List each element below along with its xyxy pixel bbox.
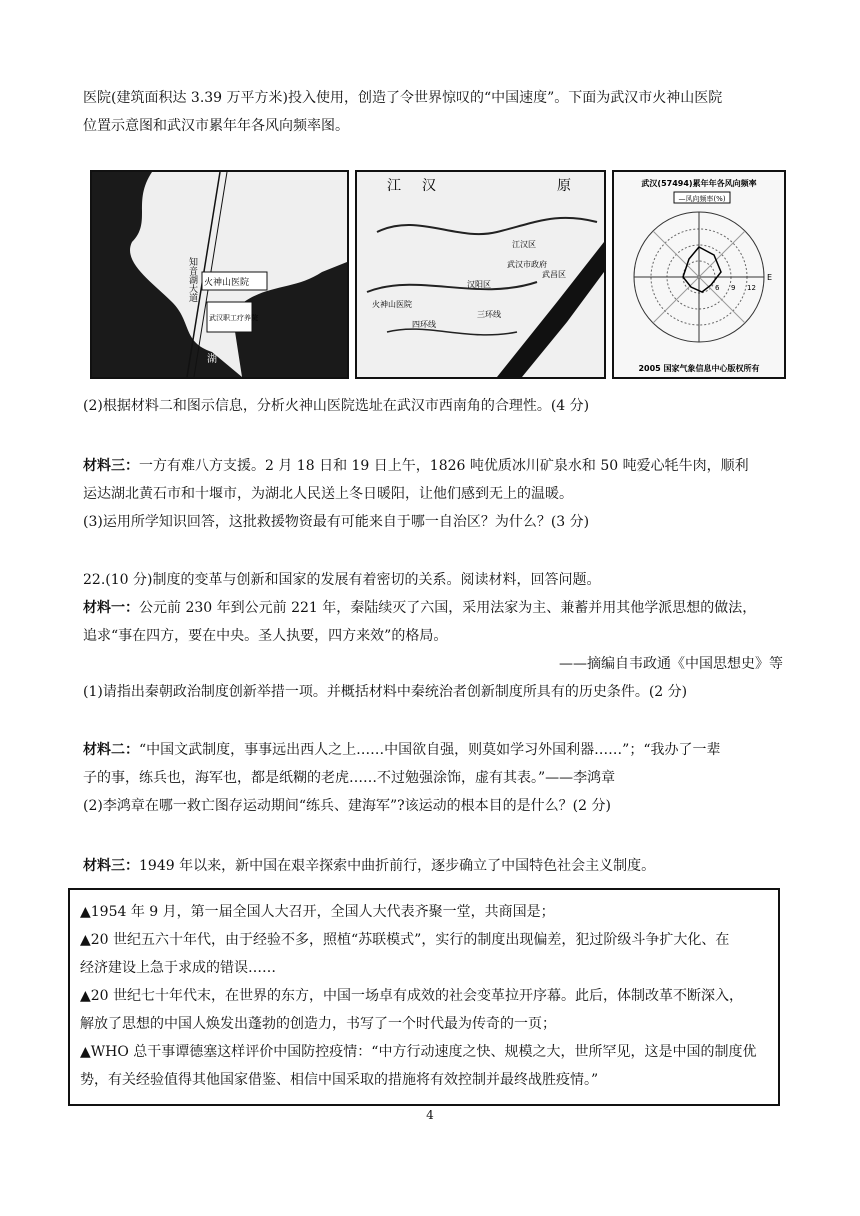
question-22: 22.(10 分)制度的变革与创新和国家的发展有着密切的关系。阅读材料，回答问题。 bbox=[83, 572, 601, 588]
map2-char-right: 原 bbox=[557, 178, 571, 194]
sub-material-3-line-1 bbox=[83, 856, 783, 876]
sub-material-2-line-1 bbox=[83, 740, 783, 760]
wind-rose-tick-12: 12 bbox=[747, 284, 756, 292]
material-3-text-1: 一方有难八方支援。2 月 18 日和 19 日上午，1826 吨优质冰川矿泉水和 50 吨爱心牦牛肉，顺利 bbox=[139, 458, 749, 474]
box-line-4: ▲20 世纪七十年代末，在世界的东方，中国一场卓有成效的社会变革拉开序幕。此后，体制改革不断深入， bbox=[80, 988, 744, 1004]
sub-material-2-text-1: “中国文武制度，事事远出西人之上……中国欲自强，则莫如学习外国利器……”；“我办了一辈 bbox=[139, 742, 721, 758]
sub-question-2: (2)李鸿章在哪一救亡图存运动期间“练兵、建海军”?该运动的根本目的是什么？(2 分) bbox=[83, 798, 611, 814]
material-3-line-2: 运达湖北黄石市和十堰市，为湖北人民送上冬日暖阳，让他们感到无上的温暖。 bbox=[83, 486, 573, 502]
wind-rose-tick-9: 9 bbox=[731, 284, 736, 292]
map1-area-label: 武汉职工疗养院 bbox=[209, 314, 258, 322]
map2-char-mid: 汉 bbox=[422, 178, 436, 194]
wind-rose-east: E bbox=[767, 273, 773, 282]
material-3-label: 材料三： bbox=[83, 458, 139, 474]
map2-road2-label: 四环线 bbox=[412, 320, 436, 329]
map2-dist1-label: 江汉区 bbox=[512, 240, 536, 249]
sub-material-1-label: 材料一： bbox=[83, 600, 139, 616]
sub-material-3-text-1: 1949 年以来，新中国在艰辛探索中曲折前行，逐步确立了中国特色社会主义制度。 bbox=[139, 858, 656, 874]
wind-rose-footer: 2005 国家气象信息中心版权所有 bbox=[638, 364, 760, 373]
sub-material-1-text-1: 公元前 230 年到公元前 221 年，秦陆续灭了六国，采用法家为主、兼蓄并用其他学派思想的做法， bbox=[139, 600, 757, 616]
map2-gov-label: 武汉市政府 bbox=[507, 260, 547, 269]
wind-rose-tick-6: 6 bbox=[715, 284, 720, 292]
map2-hospital-label: 火神山医院 bbox=[372, 300, 412, 309]
map2-road1-label: 三环线 bbox=[477, 310, 501, 319]
material-3-line-1 bbox=[83, 456, 783, 476]
sub-material-1-source: ——摘编自韦政通《中国思想史》等 bbox=[559, 656, 783, 672]
sub-material-2-line-2: 子的事，练兵也，海军也，都是纸糊的老虎……不过勉强涂饰，虚有其表。”——李鸿章 bbox=[83, 770, 616, 786]
hospital-location-map bbox=[90, 170, 349, 379]
sub-material-2-label: 材料二： bbox=[83, 742, 139, 758]
sub-question-1: (1)请指出秦朝政治制度创新举措一项。并概括材料中秦统治者创新制度所具有的历史条件。(2 分) bbox=[83, 684, 688, 700]
map2-dist2-label: 汉阳区 bbox=[467, 280, 491, 289]
box-line-1: ▲1954 年 9 月，第一届全国人大召开，全国人大代表齐聚一堂，共商国是； bbox=[80, 904, 555, 920]
sub-material-1-line-2: 追求“事在四方，要在中央。圣人执要，四方来效”的格局。 bbox=[83, 628, 448, 644]
wind-rose-title: 武汉(57494)累年年各风向频率 bbox=[641, 179, 757, 188]
box-line-2: ▲20 世纪五六十年代，由于经验不多，照植“苏联模式”，实行的制度出现偏差，犯过阶级斗争扩大化、在 bbox=[80, 932, 730, 948]
intro-line-2: 位置示意图和武汉市累年年各风向频率图。 bbox=[83, 118, 349, 134]
box-line-6: ▲WHO 总干事谭德塞这样评价中国防控疫情：“中方行动速度之快、规模之大，世所罕见，这是中国的制度优 bbox=[80, 1044, 757, 1060]
box-line-7: 势，有关经验值得其他国家借鉴、相信中国采取的措施将有效控制并最终战胜疫情。” bbox=[80, 1072, 599, 1088]
box-line-3: 经济建设上急于求成的错误…… bbox=[80, 960, 276, 976]
wuhan-city-map bbox=[355, 170, 606, 379]
sub-material-1-line-1 bbox=[83, 598, 783, 618]
map1-hospital-label: 火神山医院 bbox=[204, 278, 250, 288]
wind-rose-chart bbox=[612, 170, 786, 379]
map1-lake-label: 湖 bbox=[207, 354, 217, 365]
map2-char-left: 江 bbox=[387, 178, 401, 194]
wind-rose-legend: —风向频率(%) bbox=[678, 195, 726, 203]
page-number: 4 bbox=[426, 1108, 434, 1122]
map1-road-label: 知音湖大道 bbox=[187, 257, 197, 302]
map2-dist3-label: 武昌区 bbox=[542, 270, 566, 279]
box-line-5: 解放了思想的中国人焕发出蓬勃的创造力，书写了一个时代最为传奇的一页； bbox=[80, 1016, 556, 1032]
intro-line-1: 医院(建筑面积达 3.39 万平方米)投入使用，创造了令世界惊叹的“中国速度”。下面为武汉市火神山医院 bbox=[83, 90, 723, 106]
question-3: (3)运用所学知识回答，这批救援物资最有可能来自于哪一自治区？为什么？(3 分) bbox=[83, 514, 590, 530]
sub-material-3-label: 材料三： bbox=[83, 858, 139, 874]
question-2: (2)根据材料二和图示信息，分析火神山医院选址在武汉市西南角的合理性。(4 分) bbox=[83, 398, 590, 414]
material-box bbox=[68, 888, 780, 1106]
